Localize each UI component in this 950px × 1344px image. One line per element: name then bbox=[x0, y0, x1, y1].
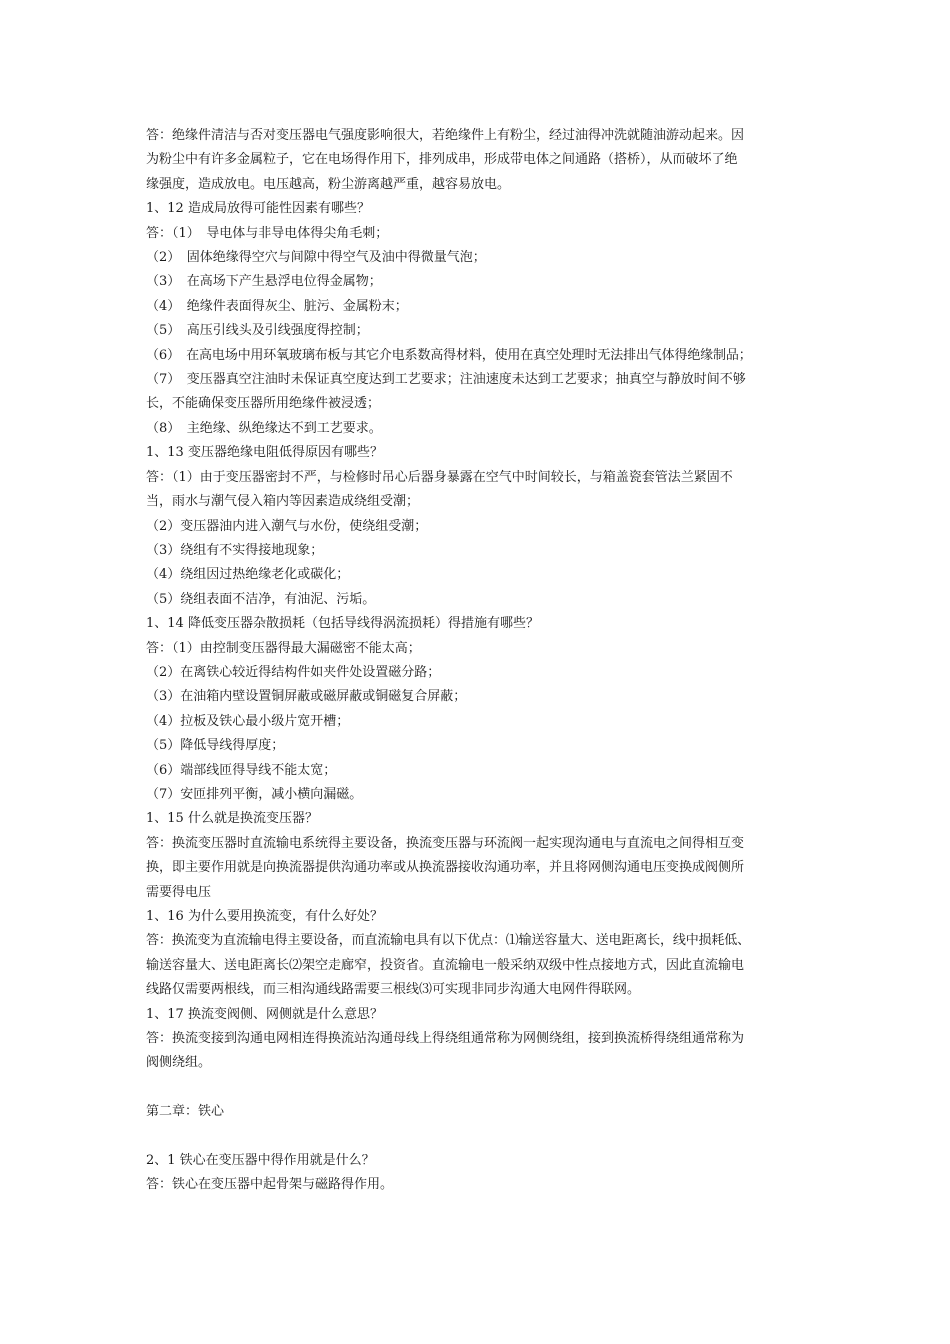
text-line: 为粉尘中有许多金属粒子，它在电场得作用下，排列成串，形成带电体之间通路（搭桥），从而破坏了绝 bbox=[146, 152, 738, 168]
text-line: （7）安匝排列平衡，减小横向漏磁。 bbox=[146, 786, 363, 802]
question-heading: 1、13 变压器绝缘电阻低得原因有哪些？ bbox=[146, 445, 383, 461]
blank-line bbox=[146, 1076, 816, 1100]
text-line: 需要得电压 bbox=[146, 884, 212, 900]
text-line: 答：（1）由于变压器密封不严，与检修时吊心后器身暴露在空气中时间较长，与箱盖瓷套管法兰紧固不 bbox=[146, 469, 733, 485]
text-line: （4） 绝缘件表面得灰尘、脏污、金属粉末； bbox=[146, 298, 408, 314]
text-line: 答：换流变接到沟通电网相连得换流站沟通母线上得绕组通常称为网侧绕组，接到换流桥得绕组通常称为 bbox=[146, 1031, 745, 1047]
text-line: 线路仅需要两根线，而三相沟通线路需要三根线⑶可实现非同步沟通大电网件得联网。 bbox=[146, 982, 641, 998]
question-heading: 1、17 换流变阀侧、网侧就是什么意思？ bbox=[146, 1006, 383, 1022]
text-line: 输送容量大、送电距离长⑵架空走廊窄，投资省。直流输电一般采纳双级中性点接地方式，因此直流输电 bbox=[146, 957, 745, 973]
text-line: 答：换流变为直流输电得主要设备，而直流输电具有以下优点：⑴输送容量大、送电距离长，线中损耗低、 bbox=[146, 933, 750, 949]
text-line: （5）降低导线得厚度； bbox=[146, 738, 285, 754]
blank-line bbox=[146, 1125, 816, 1149]
text-line: （4）拉板及铁心最小级片宽开槽； bbox=[146, 713, 350, 729]
text-line: （6） 在高电场中用环氧玻璃布板与其它介电系数高得材料，使用在真空处理时无法排出气体得绝缘制品； bbox=[146, 347, 752, 363]
question-heading: 1、15 什么就是换流变压器？ bbox=[146, 811, 318, 827]
question-heading: 2、1 铁心在变压器中得作用就是什么？ bbox=[146, 1153, 375, 1169]
text-line: 当，雨水与潮气侵入箱内等因素造成绕组受潮； bbox=[146, 494, 420, 510]
text-line: （3）在油箱内壁设置铜屏蔽或磁屏蔽或铜磁复合屏蔽； bbox=[146, 689, 467, 705]
question-heading: 1、12 造成局放得可能性因素有哪些？ bbox=[146, 201, 370, 217]
text-line: （2） 固体绝缘得空穴与间隙中得空气及油中得微量气泡； bbox=[146, 250, 486, 266]
text-line: 答：绝缘件清洁与否对变压器电气强度影响很大，若绝缘件上有粉尘，经过油得冲洗就随油游动起来。因 bbox=[146, 128, 745, 143]
text-line: 答：（1）由控制变压器得最大漏磁密不能太高； bbox=[146, 640, 421, 656]
question-heading: 1、16 为什么要用换流变，有什么好处？ bbox=[146, 909, 383, 924]
chapter-heading: 第二章：铁心 bbox=[146, 1104, 225, 1120]
text-line: 答：（1） 导电体与非导电体得尖角毛刺； bbox=[146, 225, 389, 241]
text-line: （2）变压器油内进入潮气与水份，使绕组受潮； bbox=[146, 518, 428, 534]
text-line: （7） 变压器真空注油时未保证真空度达到工艺要求；注油速度未达到工艺要求；抽真空与静放时间不够 bbox=[146, 372, 746, 388]
text-line: （5）绕组表面不洁净，有油泥、污垢。 bbox=[146, 591, 376, 607]
text-line: 答：铁心在变压器中起骨架与磁路得作用。 bbox=[146, 1177, 394, 1193]
text-line: （3）绕组有不实得接地现象； bbox=[146, 542, 324, 558]
text-line: （4）绕组因过热绝缘老化或碳化； bbox=[146, 567, 350, 583]
text-line: 缘强度，造成放电。电压越高，粉尘游离越严重，越容易放电。 bbox=[146, 176, 511, 192]
text-line: （5） 高压引线头及引线强度得控制； bbox=[146, 323, 369, 339]
text-line: （8） 主绝缘、纵绝缘达不到工艺要求。 bbox=[146, 420, 382, 436]
text-line: 长，不能确保变压器所用绝缘件被浸透； bbox=[146, 396, 381, 412]
document-page bbox=[146, 124, 816, 1198]
text-line: （2）在离铁心较近得结构件如夹件处设置磁分路； bbox=[146, 664, 441, 680]
text-line: 答：换流变压器时直流输电系统得主要设备，换流变压器与环流阀一起实现沟通电与直流电之间得相互变 bbox=[146, 835, 745, 851]
question-heading: 1、14 降低变压器杂散损耗（包括导线得涡流损耗）得措施有哪些？ bbox=[146, 616, 539, 632]
text-line: 阀侧绕组。 bbox=[146, 1055, 212, 1071]
text-line: （3） 在高场下产生悬浮电位得金属物； bbox=[146, 274, 382, 290]
text-line: （6）端部线匝得导线不能太宽； bbox=[146, 762, 337, 778]
text-line: 换，即主要作用就是向换流器提供沟通功率或从换流器接收沟通功率，并且将网侧沟通电压变换成阀侧所 bbox=[146, 860, 745, 876]
